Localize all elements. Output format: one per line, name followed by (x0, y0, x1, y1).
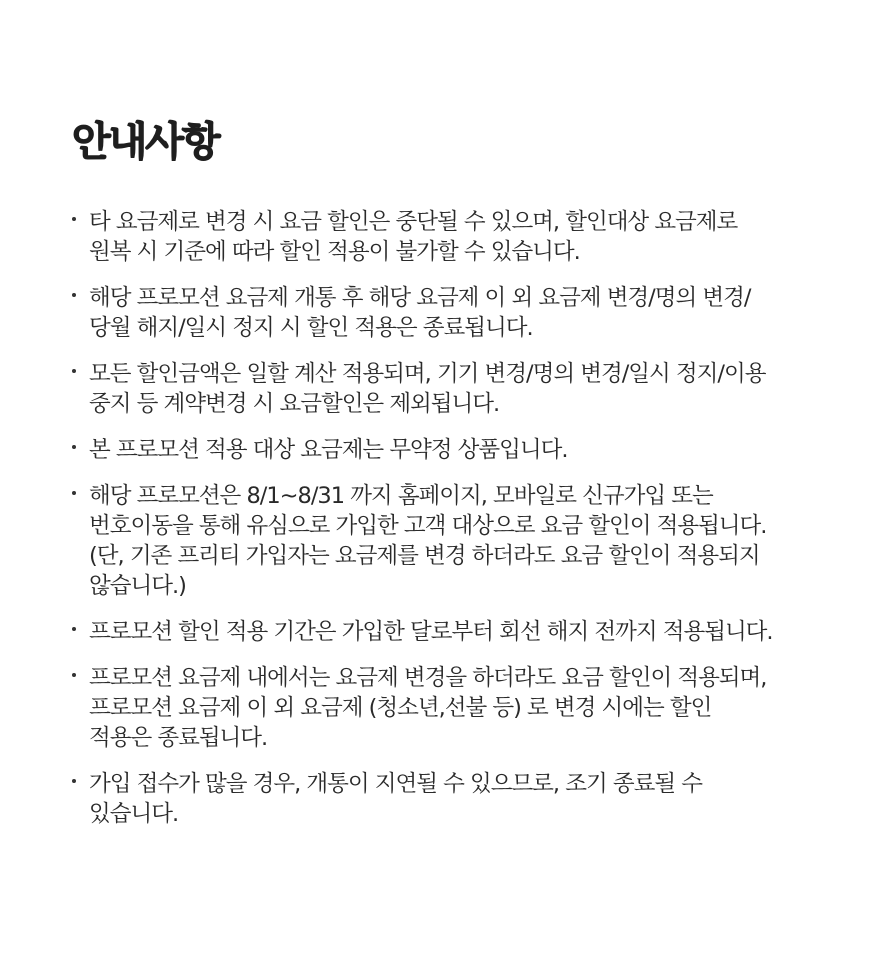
notice-text: 번호이동을 통해 유심으로 가입한 고객 대상으로 요금 할인이 적용됩니다. (89, 513, 767, 539)
notice-item (72, 359, 862, 419)
notice-text: 프로모션 요금제 이 외 요금제 (청소년,선불 등) 로 변경 시에는 할인 (89, 695, 712, 721)
notice-text: 당월 해지/일시 정지 시 할인 적용은 종료됩니다. (89, 315, 533, 341)
notice-text: (단, 기존 프리티 가입자는 요금제를 변경 하더라도 요금 할인이 적용되지 (89, 543, 760, 569)
notice-text: 적용은 종료됩니다. (89, 725, 268, 751)
notice-item (72, 663, 862, 753)
notice-item (72, 283, 862, 343)
notice-text: 본 프로모션 적용 대상 요금제는 무약정 상품입니다. (89, 437, 568, 463)
notice-text: 원복 시 기준에 따라 할인 적용이 불가할 수 있습니다. (89, 239, 580, 265)
notice-text: 프로모션 요금제 내에서는 요금제 변경을 하더라도 요금 할인이 적용되며, (89, 665, 767, 691)
notice-item (72, 207, 862, 267)
notice-text: 타 요금제로 변경 시 요금 할인은 중단될 수 있으며, 할인대상 요금제로 (89, 209, 738, 235)
notice-text: 해당 프로모션은 8/1~8/31 까지 홈페이지, 모바일로 신규가입 또는 (89, 483, 713, 509)
notice-item (72, 769, 862, 829)
notice-text: 모든 할인금액은 일할 계산 적용되며, 기기 변경/명의 변경/일시 정지/이용 (89, 361, 766, 387)
notice-title: 안내사항 (72, 119, 219, 165)
notice-item (72, 481, 862, 601)
notice-text: 프로모션 할인 적용 기간은 가입한 달로부터 회선 해지 전까지 적용됩니다. (89, 619, 773, 645)
notice-text: 않습니다.) (89, 573, 186, 599)
notice-item (72, 617, 862, 647)
notice-text: 가입 접수가 많을 경우, 개통이 지연될 수 있으므로, 조기 종료될 수 (89, 771, 702, 797)
notice-item (72, 435, 862, 465)
notice-text: 있습니다. (89, 801, 179, 827)
notice-text: 중지 등 계약변경 시 요금할인은 제외됩니다. (89, 391, 500, 417)
notice-list (72, 207, 862, 829)
notice-text: 해당 프로모션 요금제 개통 후 해당 요금제 이 외 요금제 변경/명의 변경/ (89, 285, 751, 311)
notice-section (72, 112, 862, 845)
